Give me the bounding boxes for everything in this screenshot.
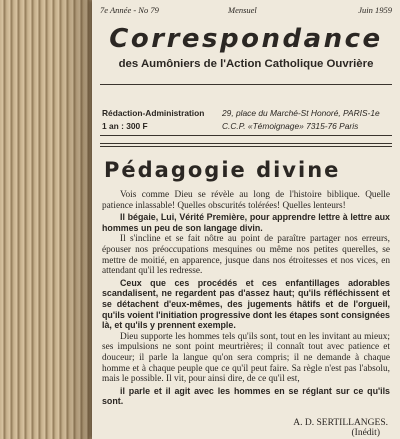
article-title: Pédagogie divine — [104, 158, 341, 182]
editorial-label: Rédaction-Administration — [102, 108, 205, 118]
article-note: (Inédit) — [351, 428, 380, 438]
editorial-row-2 — [102, 121, 390, 133]
article-paragraph: Il bégaie, Lui, Vérité Première, pour apprendre lettre à lettre aux hommes un peu de son langage divin. — [102, 212, 390, 233]
postal-account: C.C.P. «Témoignage» 7315-76 Paris — [222, 121, 359, 131]
masthead-subtitle: des Aumôniers de l'Action Catholique Ouvrière — [118, 58, 374, 70]
signature — [293, 418, 388, 438]
article-paragraph: Dieu supporte les hommes tels qu'ils sont, tout en les invitant au mieux; ses impulsions ne sont point meurtrières; il connaît tout avec patience et douceur; il parle la langue qu'on sera compris; il ne demande à chaque homme et à chaque peuple que ce qu'il peut faire. Sa règle n'est pas l'absolu, mais le possible. Il vit, pour ainsi dire, de ce qu'il est, — [102, 331, 390, 385]
issue-date: Juin 1959 — [358, 5, 392, 15]
masthead-title: Correspondance — [109, 24, 383, 54]
editorial-box — [100, 84, 392, 136]
frequency: Mensuel — [228, 5, 257, 15]
issue-line — [100, 5, 392, 17]
editorial-row-1 — [102, 108, 390, 120]
article-paragraph: il parle et il agit avec les hommes en se réglant sur ce qu'ils sont. — [102, 385, 390, 407]
article-paragraph: Il s'incline et se fait nôtre au point de paraître partager nos erreurs, épouser nos préoccupations mesquines ou même nos petites querelles, se mettre de moitié, en apparence, jusque dans nos étroitesses et nos vices, en attendant qu'il les redresse. — [102, 234, 390, 277]
article-body — [102, 190, 390, 408]
subscription-price: 1 an : 300 F — [102, 121, 148, 131]
editorial-address: 29, place du Marché-St Honoré, PARIS-1e — [222, 108, 380, 118]
article-paragraph: Ceux que ces procédés et ces enfantillages adorables scandalisent, ne regardent pas d'assez haut; qu'ils réfléchissent et se détachent d'eux-mêmes, des jugements hâtifs et de l'orgueil, qu'ils voient l'initiation progressive dont les étapes sont consignées là, et qu'ils y prennent exemple. — [102, 277, 390, 331]
magazine-cover-page — [92, 0, 400, 439]
divider-rule — [100, 146, 392, 147]
stack-shadow — [60, 0, 94, 439]
divider-rule — [100, 143, 392, 144]
issue-number: 7e Année - No 79 — [100, 5, 159, 15]
article-paragraph: Vois comme Dieu se révèle au long de l'histoire biblique. Quelle patience inlassable! Quelles obscurités tolérées! Quelles lenteurs! — [102, 190, 390, 211]
article-author: A. D. SERTILLANGES. — [293, 418, 388, 428]
